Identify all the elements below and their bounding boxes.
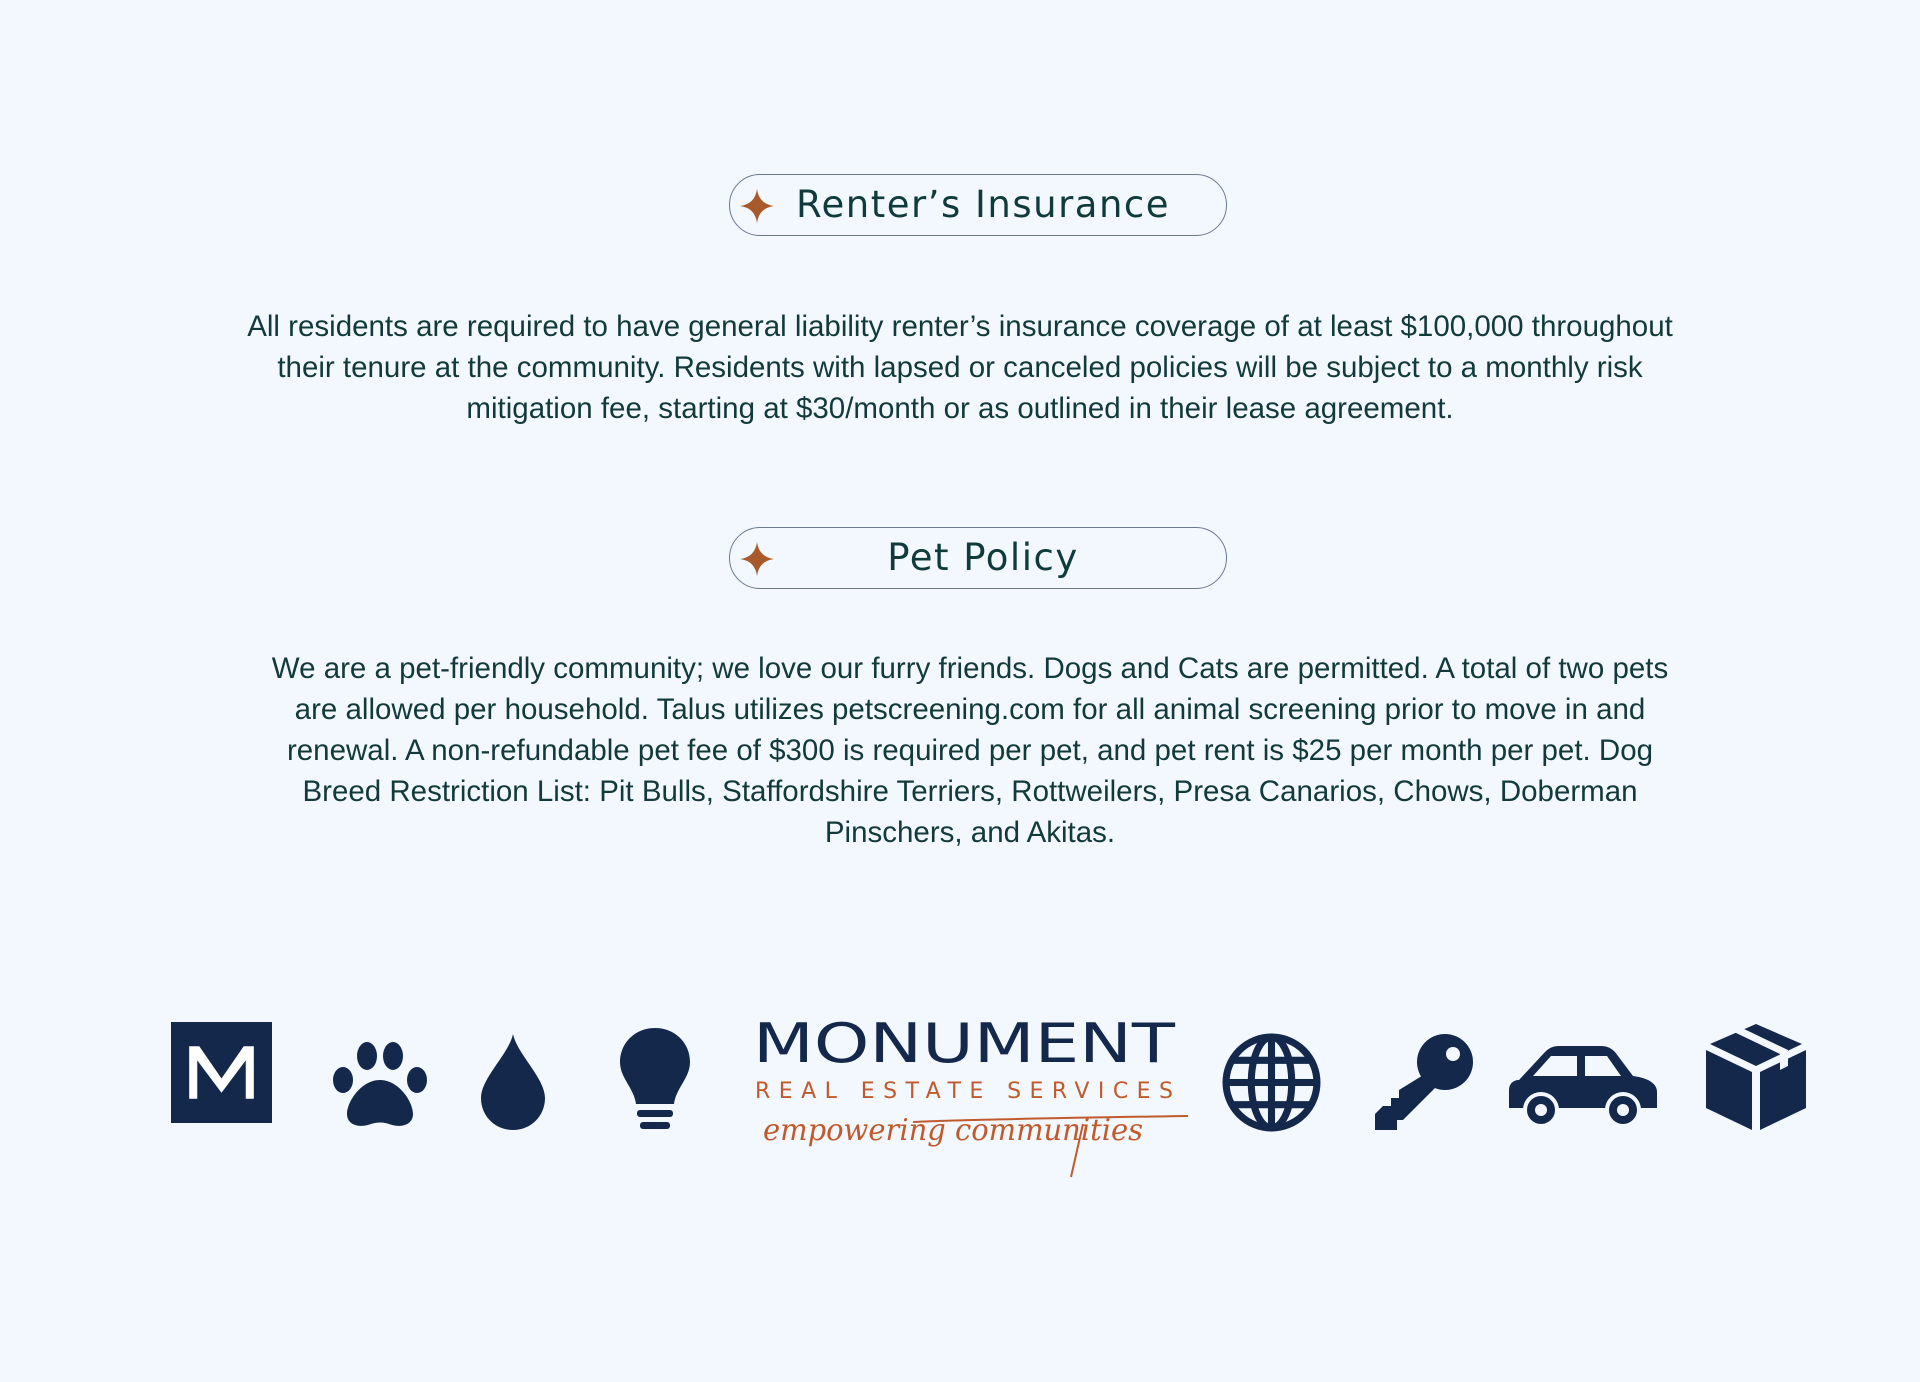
- car-icon: [1509, 1046, 1657, 1128]
- light-bulb-icon: [620, 1028, 690, 1138]
- section-title: Renter’s Insurance: [795, 183, 1171, 226]
- renters-insurance-text: All residents are required to have general liability renter’s insurance coverage of at least $100,000 throughout their tenure at the community. Residents with lapsed or canceled policies will be subject to a monthly risk mitigation fee, starting at $30/month or as outlined in their lease agreement.: [247, 310, 1673, 425]
- package-icon: [1706, 1024, 1806, 1130]
- logo-name: MONUMENT: [753, 1012, 1177, 1075]
- m-logo-icon: [171, 1022, 272, 1123]
- section-title: Pet Policy: [887, 536, 1079, 579]
- globe-icon: [1221, 1032, 1322, 1133]
- monument-logo: [753, 1012, 1193, 1182]
- pet-policy-text: We are a pet-friendly community; we love our furry friends. Dogs and Cats are permitted. A total of two pets are allowed per household. Talus utilizes petscreening.com for all animal screening prior to move in and renewal. A non-refundable pet fee of $300 is required per pet, and pet rent is $25 per month per pet. Dog Breed Restriction List: Pit Bulls, Staffordshire Terriers, Rottweilers, Presa Canarios, Chows, Doberman Pinschers, and Akitas.: [271, 652, 1669, 849]
- logo-tagline: empowering communities: [763, 1113, 1143, 1148]
- water-drop-icon: [481, 1034, 545, 1130]
- logo-subtitle: REAL ESTATE SERVICES: [755, 1079, 1173, 1104]
- section-header-renters-insurance: [729, 174, 1227, 236]
- key-icon: [1375, 1034, 1473, 1130]
- paw-icon: [331, 1040, 429, 1130]
- section-header-pet-policy: [729, 527, 1227, 589]
